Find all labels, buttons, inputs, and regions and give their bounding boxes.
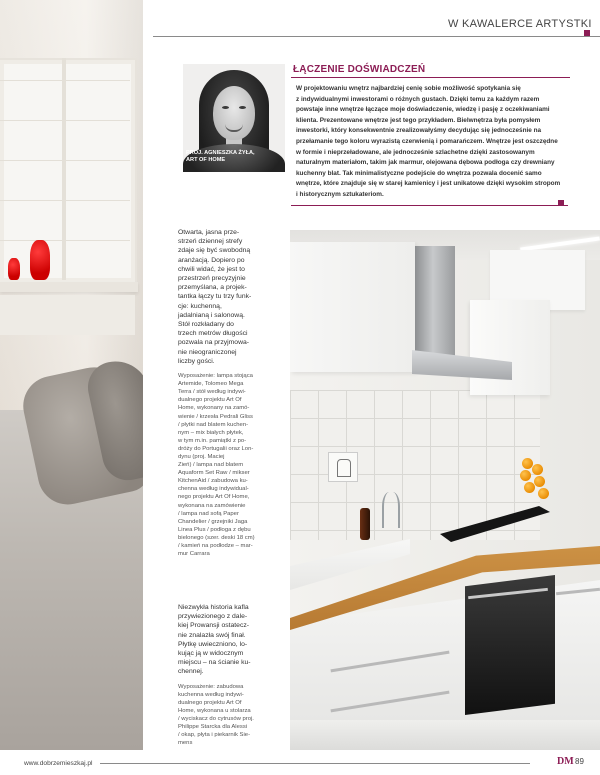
equipment-line: dualnego projektu Art Of	[178, 699, 242, 706]
intro-line: inwestorki, który konsekwentnie zrealizowałyśmy decydując się jednocześnie na	[296, 127, 542, 135]
caption-line: nie nieograniczonej	[178, 348, 237, 356]
equipment-line: Linea Plus / podłoga z dębu	[178, 526, 251, 533]
equipment-line: mur Carrara	[178, 551, 210, 558]
equipment-list	[178, 683, 264, 748]
intro-line: z indywidualnymi inwestorami o różnych gustach. Dzięki temu za każdym razem	[296, 95, 540, 103]
intro-line: w formie i nieprzeładowane, ale jednocześnie szlachetne dzięki zastosowanym	[296, 148, 535, 156]
equipment-line: dynu (proj. Maciej	[178, 453, 225, 460]
equipment-line: Terra / stół według indywi-	[178, 389, 246, 396]
intro-line: W projektowaniu wnętrz najbardziej cenię sobie możliwość spotykania się	[296, 85, 521, 92]
intro-line: i historycznym sztukateriom.	[296, 190, 384, 198]
intro-paragraph	[296, 84, 564, 201]
page-number: 89	[575, 757, 584, 766]
equipment-line: dualnego projektu Art Of	[178, 397, 242, 404]
equipment-line: nym – mix białych płytek,	[178, 429, 244, 436]
magazine-logo: DM	[557, 756, 574, 767]
intro-line: kuchenny blat. Tak minimalistyczne podejście do wnętrza pozwala docenić samo	[296, 169, 542, 177]
red-vase	[30, 240, 50, 280]
window	[0, 58, 137, 284]
caption-line: chennej.	[178, 668, 204, 676]
red-vase-small	[8, 258, 20, 280]
equipment-line: Philippe Starcka dla Alessi	[178, 724, 248, 731]
equipment-line: Home, wykonana u stolarza	[178, 707, 251, 714]
equipment-line: bielonego (szer. deski 18 cm)	[178, 534, 255, 541]
intro-line: powstaje inne wnętrze łączące moje doświadczenie, wiedzę i pasję z oczekiwaniami	[296, 106, 550, 114]
footer-url[interactable]: www.dobrzemieszkaj.pl	[24, 760, 93, 767]
caption-line: zdaje się być swobodną	[178, 247, 251, 255]
floor	[290, 720, 600, 750]
equipment-line: / lampa nad sofą Paper	[178, 510, 239, 517]
intro-bottom-rule	[291, 205, 568, 206]
caption-line: chwili widać, że jest to	[178, 265, 245, 273]
pepper-grinder	[360, 508, 370, 540]
equipment-line: dróży do Portugalii oraz Lon-	[178, 445, 254, 452]
intro-line: klienta. Prezentowane wnętrze jest tego przykładem. Bielwnętrza była pomysłem	[296, 116, 541, 124]
equipment-line: / kamień na podłodze – mar-	[178, 543, 253, 550]
radiator	[0, 295, 135, 335]
caption-line: nie znalazła swój finał.	[178, 631, 246, 639]
equipment-line: mens	[178, 740, 193, 747]
equipment-line: Aquaform Set Raw / mikser	[178, 470, 250, 477]
portrait-caption	[186, 150, 255, 164]
living-room-photo	[0, 0, 143, 750]
caption-line: Stół rozkładany do	[178, 321, 234, 329]
caption-line: tantka łączy tu trzy funk-	[178, 293, 252, 301]
caption-lead	[178, 228, 264, 366]
equipment-line: wienie / krzesła Pedrali Gliss	[178, 413, 253, 420]
equipment-line: wykonana na zamówienie	[178, 502, 246, 509]
intro-line: naturalnym materiałom, takim jak marmur, olejowana dębowa podłoga czy drewniany	[296, 159, 555, 167]
caption-line: kując ją w widocznym	[178, 650, 244, 658]
intro-line: wnętrze, które znajduje się w starej kamienicy i jest unikatowe dzięki wysokim stropom	[296, 180, 561, 188]
intro-line: przełamanie tego koloru wyrazistą czerwienią i pomarańczem. Wnętrze jest oszczędne	[296, 137, 558, 145]
decorative-tile	[328, 452, 358, 482]
caption-column-1	[178, 228, 264, 558]
caption-line: przemyślana, a projek-	[178, 284, 247, 292]
caption-line: kiej Prowansji ostatecz-	[178, 622, 250, 630]
citrus-squeezer	[382, 492, 400, 528]
upper-cabinet	[290, 242, 415, 372]
fruit-bowl	[518, 456, 554, 502]
caption-column-2	[178, 603, 264, 747]
caption-line: pozwala na przyjmowa-	[178, 339, 250, 347]
equipment-line: w tym m.in. pamiątki z po-	[178, 437, 247, 444]
caption-line: jadalnianą i salonową.	[178, 311, 245, 319]
equipment-line: / wyciskacz do cytrusów proj.	[178, 716, 254, 722]
caption-line: Otwarta, jasna prze-	[178, 229, 240, 236]
equipment-line: / płytki nad blatem kuchen-	[178, 421, 249, 428]
equipment-line: Home, wykonany na zamó-	[178, 405, 250, 412]
portrait-caption-name: PROJ. AGNIESZKA ŻYŁA,	[186, 150, 255, 156]
upper-cabinet	[470, 300, 550, 395]
equipment-line: kuchenna według indywi-	[178, 691, 244, 698]
caption-line: przestrzeń precyzyjnie	[178, 275, 246, 283]
footer-rule	[100, 763, 530, 764]
caption-lead	[178, 603, 264, 677]
caption-line: trzech metrów długości	[178, 330, 248, 338]
kitchen-photo	[290, 230, 600, 750]
portrait-caption-company: ART OF HOME	[186, 157, 226, 163]
caption-line: aranżacją. Dopiero po	[178, 256, 245, 264]
caption-line: liczby gości.	[178, 357, 215, 365]
equipment-line: nego projektu Art Of Home,	[178, 494, 250, 501]
caption-line: strzeń dziennej strefy	[178, 238, 243, 246]
equipment-line: chenna według indywidual-	[178, 486, 249, 493]
equipment-line: Chandelier / grzejniki Jaga	[178, 518, 248, 525]
caption-line: cje: kuchenną,	[178, 302, 222, 310]
caption-line: miejscu – na ścianie ku-	[178, 659, 251, 667]
equipment-line: Artemide, Tolomeo Mega	[178, 381, 244, 388]
title-rule	[291, 77, 570, 78]
caption-line: Niezwykła historia kafla	[178, 604, 249, 611]
equipment-line: / okap, płyta i piekarnik Sie-	[178, 732, 251, 739]
designer-portrait	[183, 64, 285, 172]
equipment-line: Zień) / lampa nad blatem	[178, 462, 244, 469]
header-rule	[153, 36, 600, 37]
caption-line: przywiezionego z dale-	[178, 613, 248, 621]
section-title: ŁĄCZENIE DOŚWIADCZEŃ	[293, 64, 426, 75]
equipment-list	[178, 372, 264, 558]
range-hood-chimney	[415, 246, 455, 356]
equipment-line: KitchenAid / zabudowa ku-	[178, 478, 248, 485]
intro-accent-square	[558, 200, 564, 206]
caption-line: Płytkę uwieczniono, lo-	[178, 640, 248, 648]
section-label: W KAWALERCE ARTYSTKI	[448, 18, 592, 30]
equipment-line: Wyposażenie: zabudowa	[178, 683, 244, 690]
equipment-line: Wyposażenie: lampa stojąca	[178, 373, 253, 380]
header-accent-square	[584, 30, 590, 36]
